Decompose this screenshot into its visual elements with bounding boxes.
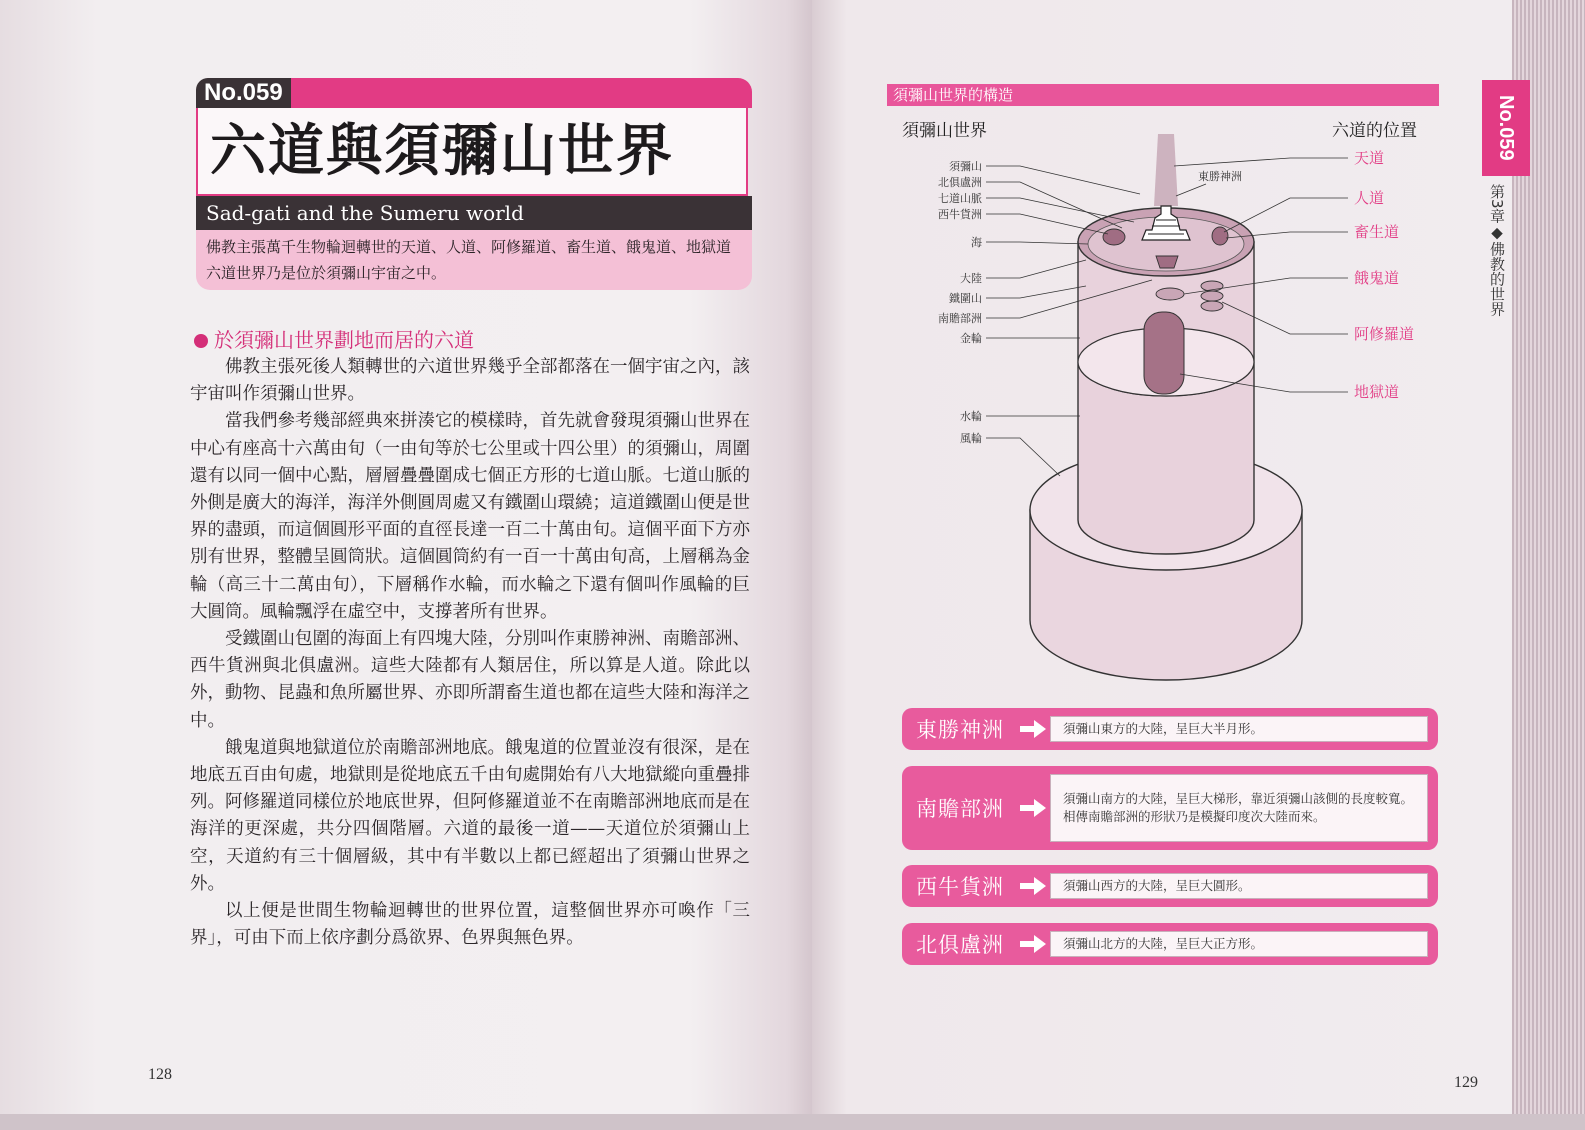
- continent-south: [1156, 256, 1178, 268]
- continent-card-south: [902, 766, 1438, 850]
- article-summary: 佛教主張萬千生物輪迴轉世的天道、人道、阿修羅道、畜生道、餓鬼道、地獄道六道世界乃是位於須彌山宇宙之中。: [196, 230, 752, 290]
- diagram-right-heading: 六道的位置: [1332, 121, 1417, 141]
- article-title: 六道與須彌山世界: [196, 108, 748, 196]
- leader-line: [986, 260, 1086, 278]
- diagram-left-label: 金輪: [960, 332, 982, 345]
- diagram-right-label: 人道: [1354, 189, 1385, 207]
- sumeru-diagram: [890, 110, 1450, 700]
- chapter-label: 第3章◆佛教的世界: [1488, 184, 1506, 317]
- asura-realm: [1201, 281, 1223, 311]
- paragraph: 當我們參考幾部經典來拼湊它的模樣時，首先就會發現須彌山世界在中心有座高十六萬由旬（一由旬等於七公里或十四公里）的須彌山，周圍還有以同一個中心點，層層疊疊圍成七個正方形的七道山脈。七道山脈的外側是廣大的海洋，海洋外側圓周處又有鐵圍山環繞；這道鐵圍山便是世界的盡頭，而這個圓形平面的直徑長達一百二十萬由旬。這個平面下方亦別有世界，整體呈圓筒狀。這個圓筒約有一百一十萬由旬高，上層稱為金輪（高三十二萬由旬），下層稱作水輪，而水輪之下還有個叫作風輪的巨大圓筒。風輪飄浮在虛空中，支撐著所有世界。: [190, 411, 750, 622]
- continent-desc: 須彌山南方的大陸，呈巨大梯形，靠近須彌山該側的長度較寬。相傳南贍部洲的形狀乃是模擬印度次大陸而來。: [1050, 774, 1428, 842]
- body-text: [190, 354, 750, 952]
- bottom-edge: [0, 1114, 1585, 1130]
- continent-desc: 須彌山西方的大陸，呈巨大圓形。: [1050, 873, 1428, 899]
- article-subtitle: Sad-gati and the Sumeru world: [196, 196, 752, 230]
- diagram-left-label: 北俱盧洲: [938, 176, 982, 189]
- diagram-left-label: 南贍部洲: [938, 312, 982, 325]
- paragraph: 佛教主張死後人類轉世的六道世界幾乎全部都落在一個宇宙之內，該宇宙叫作須彌山世界。: [190, 357, 750, 405]
- leader-line: [986, 286, 1086, 298]
- leader-line: [986, 242, 1088, 244]
- paragraph: 餓鬼道與地獄道位於南贍部洲地底。餓鬼道的位置並沒有很深，是在地底五百由旬處，地獄則是從地底五千由旬處開始有八大地獄縱向重疊排列。阿修羅道同樣位於地底世界，但阿修羅道並不在南贍部洲地底而是在海洋的更深處，共分四個階層。六道的最後一道——天道位於須彌山上空，天道約有三十個層級，其中有半數以上都已經超出了須彌山世界之外。: [190, 737, 750, 894]
- arrow-right-icon: [1020, 799, 1046, 817]
- continent-desc: 須彌山北方的大陸，呈巨大正方形。: [1050, 931, 1428, 957]
- diagram-left-heading: 須彌山世界: [902, 121, 987, 141]
- diagram-right-label: 天道: [1354, 149, 1385, 167]
- diagram-left-label: 西牛貨洲: [938, 208, 982, 221]
- hungry-ghost-realm: [1156, 288, 1184, 300]
- continent-east: [1212, 227, 1228, 245]
- paragraph: 受鐵圍山包圍的海面上有四塊大陸，分別叫作東勝神洲、南贍部洲、西牛貨洲與北俱盧洲。這些大陸都有人類居住，所以算是人道。除此以外，動物、昆蟲和魚所屬世界、亦即所謂畜生道也都在這些大陸和海洋之中。: [190, 629, 750, 731]
- page-number-right: 129: [1454, 1074, 1478, 1091]
- leader-line: [986, 438, 1060, 476]
- continent-name: 西牛貨洲: [916, 875, 1004, 899]
- arrow-right-icon: [1020, 720, 1046, 738]
- section-heading-text: 於須彌山世界劃地而居的六道: [214, 328, 474, 352]
- continent-west: [1103, 229, 1125, 245]
- continent-card-north: [902, 923, 1438, 965]
- continent-card-west: [902, 865, 1438, 907]
- section-heading: [194, 324, 474, 353]
- leader-line: [1174, 158, 1348, 166]
- bullet-icon: [194, 334, 208, 348]
- diagram-right-label: 餓鬼道: [1354, 269, 1400, 287]
- diagram-left-label: 風輪: [960, 432, 982, 445]
- diagram-left-label: 海: [971, 236, 982, 249]
- arrow-right-icon: [1020, 935, 1046, 953]
- heaven-beam: [1154, 134, 1178, 206]
- arrow-right-icon: [1020, 877, 1046, 895]
- diagram-right-label: 畜生道: [1354, 223, 1400, 241]
- diagram-title: 須彌山世界的構造: [887, 84, 1439, 106]
- diagram-right-label: 阿修羅道: [1354, 325, 1415, 343]
- leader-line: [986, 166, 1140, 194]
- paragraph: 以上便是世間生物輪迴轉世的世界位置，這整個世界亦可喚作「三界」，可由下而上依序劃分爲欲界、色界與無色界。: [190, 901, 750, 949]
- side-tab: No.059: [1482, 80, 1530, 176]
- continent-name: 南贍部洲: [916, 797, 1004, 821]
- continent-name: 東勝神洲: [916, 718, 1004, 742]
- continent-card-east: [902, 708, 1438, 750]
- diagram-right-label: 地獄道: [1354, 383, 1400, 401]
- continent-name: 北俱盧洲: [916, 933, 1004, 957]
- diagram-left-label: 大陸: [960, 272, 982, 285]
- continent-desc: 須彌山東方的大陸，呈巨大半月形。: [1050, 716, 1428, 742]
- diagram-left-label: 鐵圍山: [949, 292, 982, 305]
- page-number-left: 128: [148, 1066, 172, 1083]
- hell-realm: [1144, 312, 1184, 394]
- label-east-continent-top: 東勝神洲: [1198, 170, 1242, 183]
- article-header: [196, 78, 752, 290]
- diagram-left-label: 須彌山: [949, 160, 982, 173]
- diagram-left-label: 水輪: [960, 410, 982, 423]
- diagram-left-label: 七道山脈: [938, 192, 982, 205]
- article-number: No.059: [196, 78, 291, 108]
